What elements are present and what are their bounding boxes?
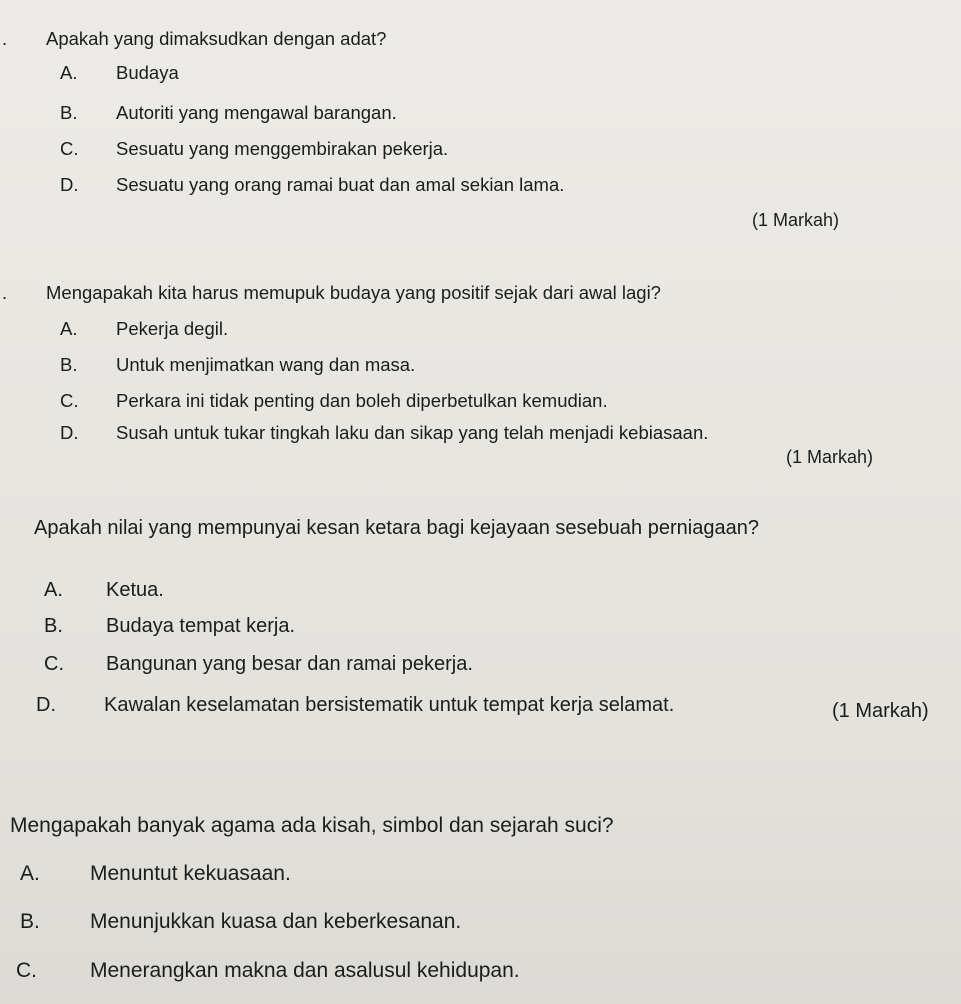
option-text: Budaya tempat kerja. bbox=[106, 615, 295, 637]
question-1-marks: (1 Markah) bbox=[752, 210, 840, 230]
question-2-option-a bbox=[60, 320, 228, 339]
option-letter: C. bbox=[44, 653, 64, 675]
question-3-option-d bbox=[36, 695, 674, 715]
question-1-option-b bbox=[60, 104, 397, 123]
option-letter: C. bbox=[60, 390, 79, 411]
question-2-option-c bbox=[60, 392, 608, 411]
option-text: Autoriti yang mengawal barangan. bbox=[116, 102, 397, 123]
question-2-marks: (1 Markah) bbox=[786, 447, 874, 467]
option-letter: B. bbox=[20, 910, 40, 933]
question-3-option-c bbox=[44, 654, 473, 674]
question-1-option-c bbox=[60, 140, 448, 159]
option-text: Bangunan yang besar dan ramai pekerja. bbox=[106, 653, 473, 675]
option-letter: A. bbox=[60, 62, 78, 83]
option-text: Ketua. bbox=[106, 579, 164, 601]
option-letter: D. bbox=[60, 422, 79, 443]
option-text: Menuntut kekuasaan. bbox=[90, 862, 291, 885]
option-text: Perkara ini tidak penting dan boleh diperbetulkan kemudian. bbox=[116, 390, 608, 411]
question-4-option-b bbox=[20, 911, 461, 932]
option-letter: C. bbox=[60, 138, 79, 159]
option-text: Sesuatu yang menggembirakan pekerja. bbox=[116, 138, 449, 159]
question-1-number: . bbox=[2, 28, 8, 49]
option-text: Sesuatu yang orang ramai buat dan amal sekian lama. bbox=[116, 174, 565, 195]
question-3-option-a bbox=[44, 580, 164, 600]
question-2-number: . bbox=[2, 282, 8, 303]
option-text: Pekerja degil. bbox=[116, 318, 229, 339]
option-letter: A. bbox=[20, 862, 40, 885]
option-letter: A. bbox=[60, 318, 78, 339]
question-4-option-a bbox=[20, 863, 291, 884]
option-text: Budaya bbox=[116, 62, 179, 83]
option-text: Menunjukkan kuasa dan keberkesanan. bbox=[90, 910, 462, 933]
option-text: Susah untuk tukar tingkah laku dan sikap yang telah menjadi kebiasaan. bbox=[116, 422, 709, 443]
question-4-option-c bbox=[16, 960, 520, 981]
option-letter: D. bbox=[60, 174, 79, 195]
question-2-option-d bbox=[60, 424, 708, 443]
question-4-text: Mengapakah banyak agama ada kisah, simbol dan sejarah suci? bbox=[10, 814, 614, 837]
question-2-option-b bbox=[60, 356, 415, 375]
option-letter: C. bbox=[16, 959, 37, 982]
question-3-text: Apakah nilai yang mempunyai kesan ketara bagi kejayaan sesebuah perniagaan? bbox=[34, 517, 759, 539]
option-letter: B. bbox=[60, 102, 78, 123]
option-letter: A. bbox=[44, 579, 63, 601]
option-text: Kawalan keselamatan bersistematik untuk tempat kerja selamat. bbox=[104, 694, 675, 716]
option-letter: B. bbox=[60, 354, 78, 375]
question-3-marks: (1 Markah) bbox=[832, 700, 929, 722]
option-letter: B. bbox=[44, 615, 63, 637]
question-2-text: Mengapakah kita harus memupuk budaya yang positif sejak dari awal lagi? bbox=[46, 282, 661, 303]
option-letter: D. bbox=[36, 694, 56, 716]
question-1-text: Apakah yang dimaksudkan dengan adat? bbox=[46, 28, 387, 49]
option-text: Untuk menjimatkan wang dan masa. bbox=[116, 354, 416, 375]
question-3-option-b bbox=[44, 616, 295, 636]
question-1-option-a bbox=[60, 64, 179, 83]
option-text: Menerangkan makna dan asalusul kehidupan. bbox=[90, 959, 520, 982]
question-1-option-d bbox=[60, 176, 564, 195]
